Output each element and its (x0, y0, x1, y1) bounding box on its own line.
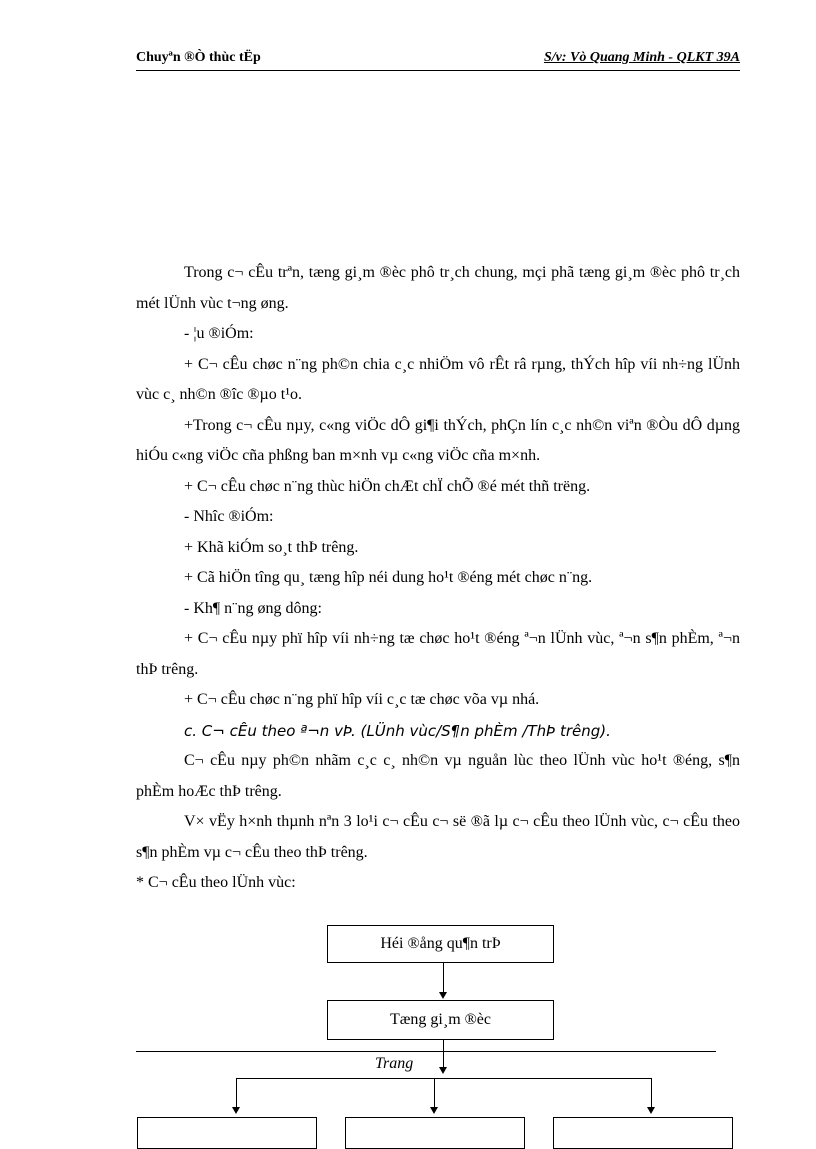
board-of-directors-box (327, 925, 554, 963)
paragraph: C¬ cÊu nµy ph©n nhãm c¸c c¸ nh©n vµ nguån lùc theo lÜnh vùc ho¹t ®éng, s¶n phÈm hoÆc thÞ trêng. (136, 752, 740, 800)
arrow-head (232, 1107, 240, 1114)
general-director-box (327, 1000, 554, 1040)
arrow-head (439, 1067, 447, 1074)
arrow-head (430, 1107, 438, 1114)
board-of-directors-label: Héi ®ång qu¶n trÞ (380, 935, 501, 952)
header-author: S/v: Vò Quang Minh - QLKT 39A (543, 50, 740, 65)
division-box-right (553, 1117, 733, 1149)
arrow-head (439, 992, 447, 999)
list-item: + Cã hiÖn tîng qu¸ tæng hîp néi dung ho¹t ®éng mét chøc n¨ng. (184, 569, 593, 586)
list-item: +Trong c¬ cÊu nµy, c«ng viÖc dÔ gi¶i thÝch, phÇn lín c¸c nh©n viªn ®Òu dÔ dµng hiÓu c«ng viÖc cña phßng ban m×nh vµ c«ng viÖc cña m×nh. (136, 416, 740, 464)
division-box-left (137, 1117, 317, 1149)
list-item: + C¬ cÊu chøc n¨ng ph©n chia c¸c nhiÖm vô rÊt râ rµng, thÝch hîp víi nh÷ng lÜnh vùc c¸ nh©n ®îc ®µo t¹o. (136, 355, 740, 403)
paragraph: V× vËy h×nh thµnh nªn 3 lo¹i c¬ cÊu c¬ së ®ã lµ c¬ cÊu theo lÜnh vùc, c¬ cÊu theo s¶n phÈm vµ c¬ cÊu theo thÞ trêng. (136, 813, 740, 861)
branch-line (236, 1078, 652, 1079)
arrow-head (647, 1107, 655, 1114)
branch-connector (651, 1078, 652, 1108)
list-item: + C¬ cÊu chøc n¨ng thùc hiÖn chÆt chÏ chÕ ®é mét thñ trëng. (184, 477, 591, 495)
paragraph: Trong c¬ cÊu trªn, tæng gi¸m ®èc phô tr¸ch chung, mçi phã tæng gi¸m ®èc phô tr¸ch mét lÜnh vùc t¬ng øng. (136, 264, 740, 312)
general-director-label: Tæng gi¸m ®èc (389, 1011, 492, 1028)
document-body (136, 258, 740, 899)
section-heading-applicability: - Kh¶ n¨ng øng dông: (184, 599, 322, 617)
branch-connector (434, 1078, 435, 1108)
connector-line (443, 1039, 444, 1069)
section-heading-disadvantages: - Nhîc ®iÓm: (184, 508, 274, 525)
section-heading-advantages: - ¦u ®iÓm: (184, 325, 254, 342)
divider-label: Trang (375, 1055, 414, 1072)
branch-connector (236, 1078, 237, 1108)
list-item: + C¬ cÊu nµy phï hîp víi nh÷ng tæ chøc ho¹t ®éng ª¬n lÜnh vùc, ª¬n s¶n phÈm, ª¬n thÞ trêng. (136, 630, 740, 678)
header-title: Chuyªn ®Ò thùc tËp (136, 50, 261, 65)
subsection-title: c. C¬ cÊu theo ª¬n vÞ. (LÜnh vùc/S¶n phÈm /ThÞ trêng). (184, 721, 611, 740)
page-header (136, 48, 740, 71)
list-item: + Khã kiÓm so¸t thÞ trêng. (184, 538, 359, 556)
division-box-center (345, 1117, 525, 1149)
connector-line (443, 962, 444, 992)
chart-caption: * C¬ cÊu theo lÜnh vùc: (136, 874, 296, 891)
page-divider (136, 1051, 716, 1052)
list-item: + C¬ cÊu chøc n¨ng phï hîp víi c¸c tæ chøc võa vµ nhá. (184, 691, 540, 708)
